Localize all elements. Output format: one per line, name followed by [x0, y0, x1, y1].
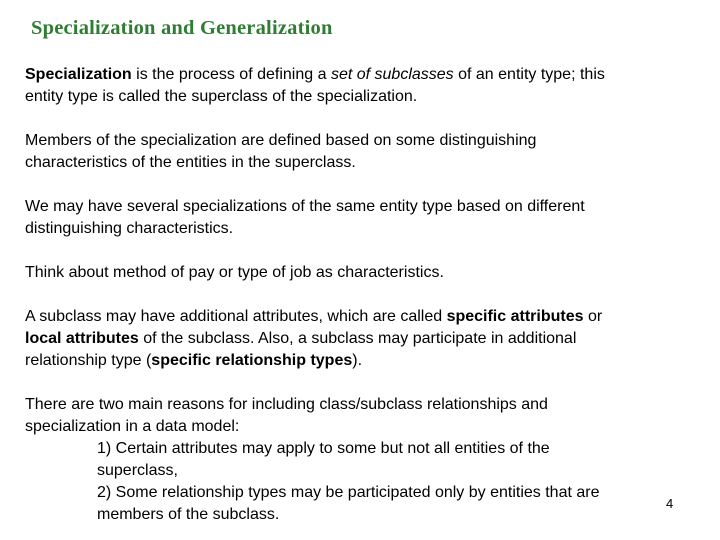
text-line [25, 64, 705, 86]
text-line: specialization in a data model: [25, 418, 240, 435]
text-line: Members of the specialization are defined based on some distinguishing [25, 132, 537, 149]
text-line: There are two main reasons for including class/subclass relationships and [25, 396, 548, 413]
reason-1-line: 1) Certain attributes may apply to some but not all entities of the [97, 440, 550, 457]
term-specific-relationship-types: specific relationship types [151, 352, 353, 369]
paragraph-think-about [25, 262, 705, 284]
term-specialization: Specialization [25, 66, 132, 83]
text-line [25, 328, 705, 350]
paragraph-specialization-definition [25, 64, 705, 108]
paragraph-members [25, 130, 705, 174]
text-line: entity type is called the superclass of the specialization. [25, 88, 418, 105]
text-run: relationship type ( [25, 352, 152, 369]
text-line [25, 350, 705, 372]
slide-title: Specialization and Generalization [31, 17, 333, 39]
text-line: characteristics of the entities in the superclass. [25, 154, 356, 171]
text-run: is the process of defining a [131, 66, 331, 83]
term-set-of-subclasses: set of subclasses [330, 66, 454, 83]
reason-2-line: 2) Some relationship types may be participated only by entities that are [97, 484, 600, 501]
reason-1-line: superclass, [97, 462, 178, 479]
paragraph-several-specializations [25, 196, 705, 240]
text-run: or [583, 308, 603, 325]
term-specific-attributes: specific attributes [446, 308, 584, 325]
paragraph-two-reasons [25, 394, 705, 526]
text-line: distinguishing characteristics. [25, 220, 234, 237]
text-run: ). [352, 352, 363, 369]
page-number: 4 [666, 496, 674, 511]
term-local-attributes: local attributes [25, 330, 139, 347]
text-line [25, 306, 705, 328]
reason-2-line: members of the subclass. [97, 506, 280, 523]
paragraph-subclass-attributes [25, 306, 705, 372]
text-line: We may have several specializations of the same entity type based on different [25, 198, 585, 215]
text-line: Think about method of pay or type of job as characteristics. [25, 264, 444, 281]
text-run: of an entity type; this [453, 66, 605, 83]
slide-body [25, 64, 705, 526]
text-run: A subclass may have additional attributes, which are called [25, 308, 447, 325]
text-run: of the subclass. Also, a subclass may participate in additional [138, 330, 577, 347]
